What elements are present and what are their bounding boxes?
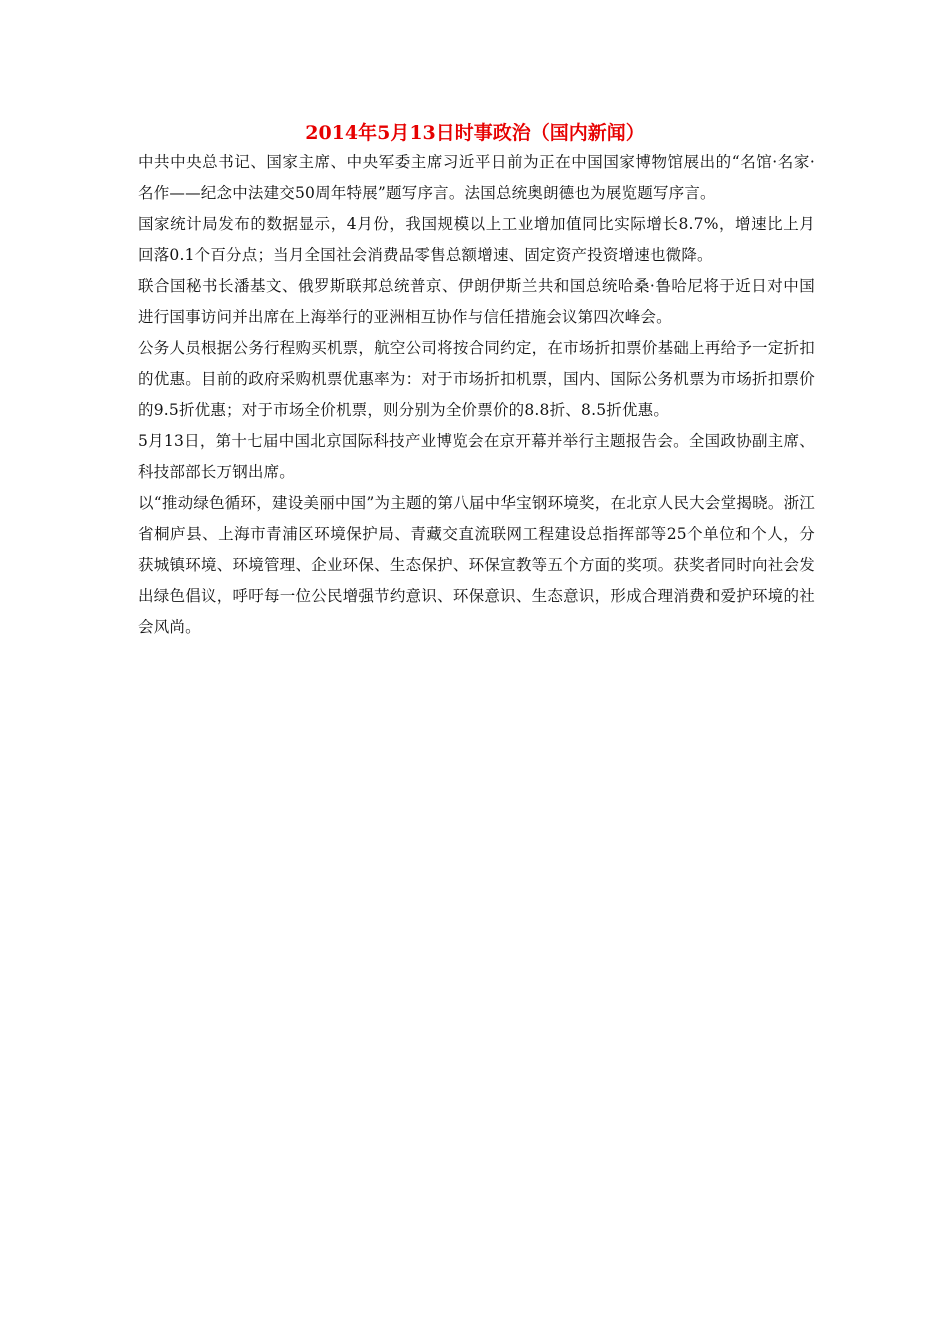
paragraph-airfare-discounts: 公务人员根据公务行程购买机票，航空公司将按合同约定，在市场折扣票价基础上再给予一定折扣的优惠。目前的政府采购机票优惠率为：对于市场折扣机票，国内、国际公务机票为市场折扣票价的9.5折优惠；对于市场全价机票，则分别为全价票价的8.8折、8.5折优惠。 xyxy=(138,339,815,419)
paragraph-environment-award: 以“推动绿色循环，建设美丽中国”为主题的第八届中华宝钢环境奖，在北京人民大会堂揭晓。浙江省桐庐县、上海市青浦区环境保护局、青藏交直流联网工程建设总指挥部等25个单位和个人，分获城镇环境、环境管理、企业环保、生态保护、环保宣教等五个方面的奖项。获奖者同时向社会发出绿色倡议，呼吁每一位公民增强节约意识、环保意识、生态意识，形成合理消费和爱护环境的社会风尚。 xyxy=(138,494,815,636)
paragraph-calligraphy-preface: 中共中央总书记、国家主席、中央军委主席习近平日前为正在中国国家博物馆展出的“名馆·名家·名作——纪念中法建交50周年特展”题写序言。法国总统奥朗德也为展览题写序言。 xyxy=(138,153,815,202)
paragraph-state-visits: 联合国秘书长潘基文、俄罗斯联邦总统普京、伊朗伊斯兰共和国总统哈桑·鲁哈尼将于近日对中国进行国事访问并出席在上海举行的亚洲相互协作与信任措施会议第四次峰会。 xyxy=(138,277,815,326)
paragraph-tech-expo: 5月13日，第十七届中国北京国际科技产业博览会在京开幕并举行主题报告会。全国政协副主席、科技部部长万钢出席。 xyxy=(138,432,815,481)
paragraph-industrial-statistics: 国家统计局发布的数据显示，4月份，我国规模以上工业增加值同比实际增长8.7%，增速比上月回落0.1个百分点；当月全国社会消费品零售总额增速、固定资产投资增速也微降。 xyxy=(138,215,815,264)
document-title: 2014年5月13日时事政治（国内新闻） xyxy=(305,122,645,144)
document-body xyxy=(138,147,815,643)
